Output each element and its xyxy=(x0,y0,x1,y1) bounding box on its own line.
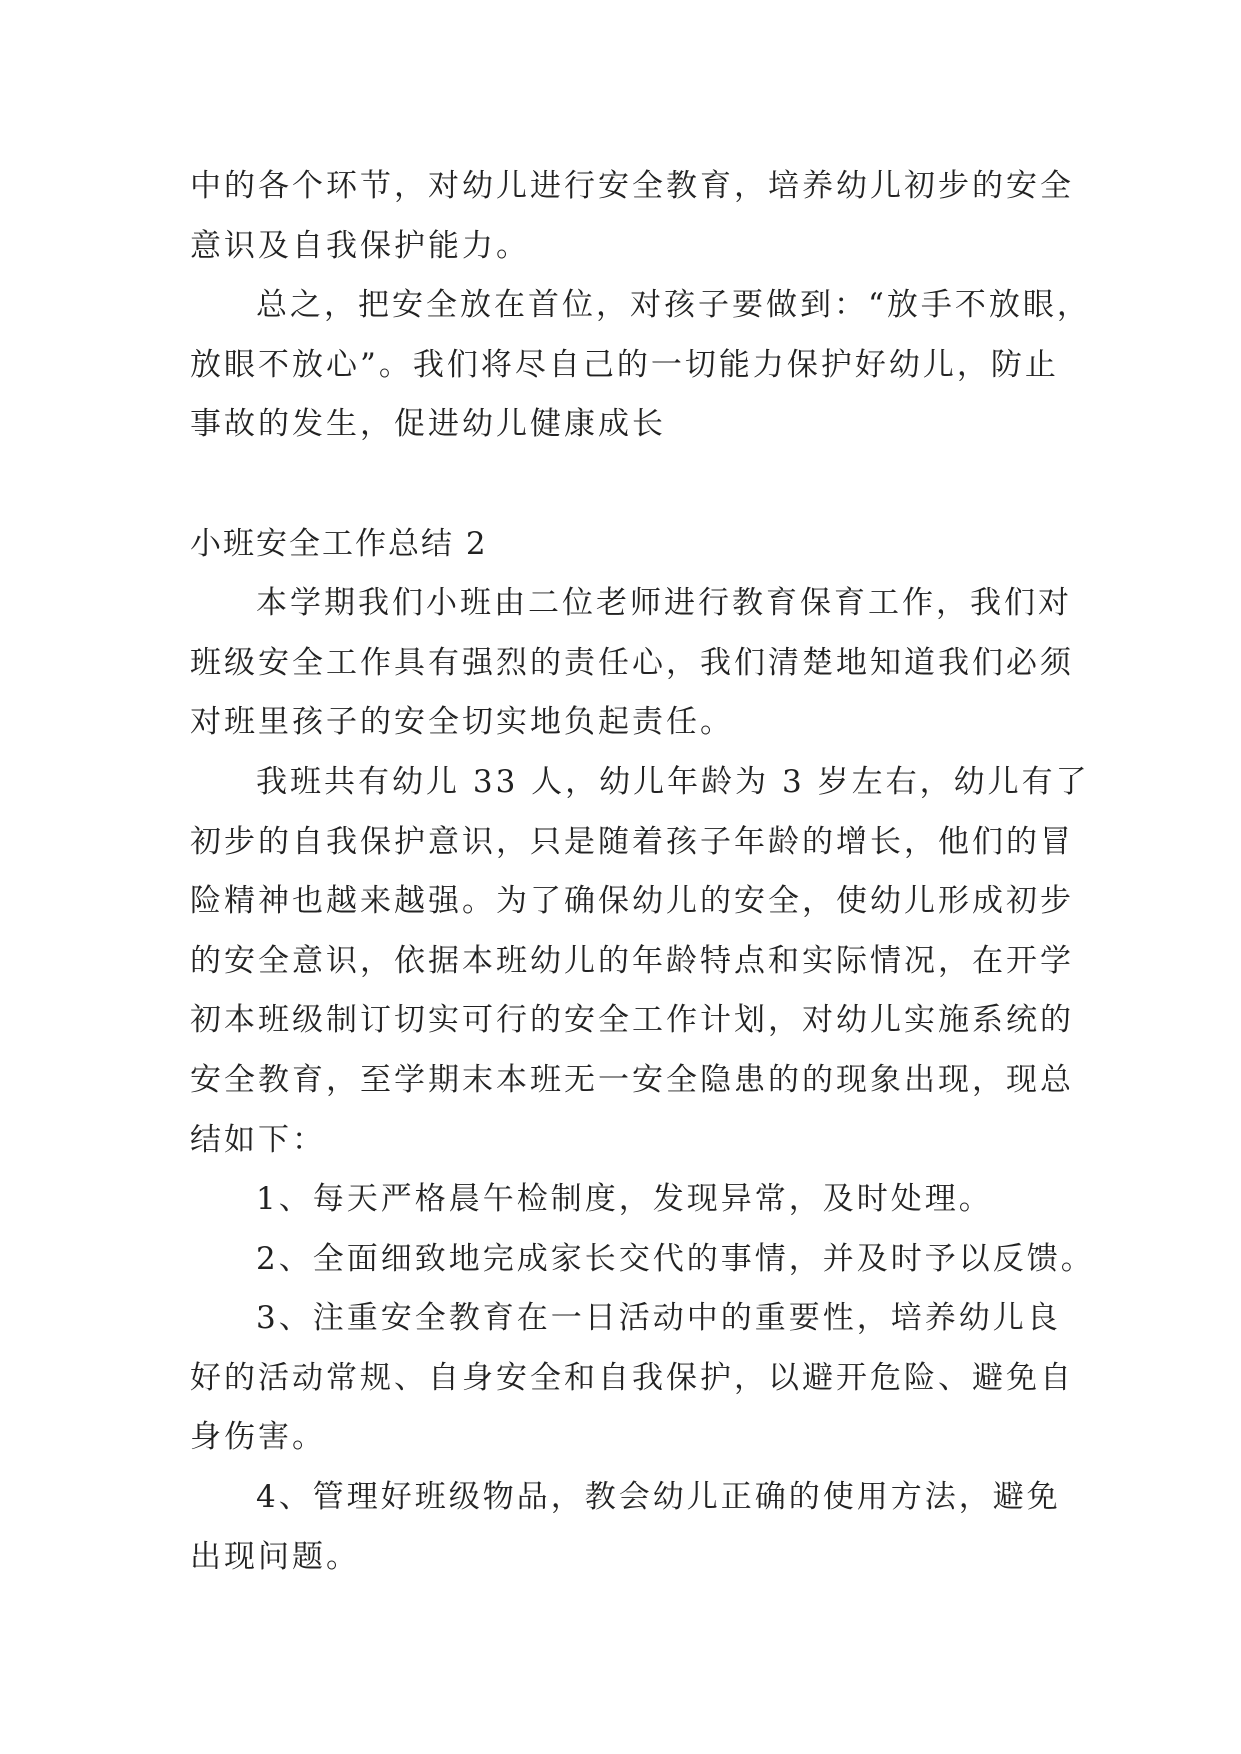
continuation-paragraph xyxy=(190,157,1074,276)
paragraph-line: 1、每天严格晨午检制度，发现异常，及时处理。 xyxy=(256,1181,993,1218)
list-item-4 xyxy=(190,1468,1060,1587)
paragraph-line: 对班里孩子的安全切实地负起责任。 xyxy=(190,704,734,741)
paragraph-line: 结如下： xyxy=(190,1121,326,1158)
paragraph-line: 3、注重安全教育在一日活动中的重要性，培养幼儿良 xyxy=(256,1300,1061,1337)
paragraph-line: 我班共有幼儿 33 人，幼儿年龄为 3 岁左右，幼儿有了 xyxy=(256,763,1090,800)
section-spacer xyxy=(190,455,1060,515)
list-item-2 xyxy=(190,1230,1095,1290)
paragraph-line: 班级安全工作具有强烈的责任心，我们清楚地知道我们必须 xyxy=(190,644,1074,681)
intro-paragraph xyxy=(190,574,1074,753)
paragraph-line: 的安全意识，依据本班幼儿的年龄特点和实际情况，在开学 xyxy=(190,942,1074,979)
document-body xyxy=(190,157,1095,1587)
paragraph-line: 安全教育，至学期末本班无一安全隐患的的现象出现，现总 xyxy=(190,1061,1074,1098)
paragraph-line: 放眼不放心”。我们将尽自己的一切能力保护好幼儿，防止 xyxy=(190,346,1059,383)
paragraph-line: 出现问题。 xyxy=(190,1538,360,1575)
section-title: 小班安全工作总结 2 xyxy=(190,525,488,562)
list-item-1 xyxy=(190,1170,1060,1230)
class-overview-paragraph xyxy=(190,753,1090,1170)
paragraph-line: 4、管理好班级物品，教会幼儿正确的使用方法，避免 xyxy=(256,1479,1061,1516)
paragraph-line: 中的各个环节，对幼儿进行安全教育，培养幼儿初步的安全 xyxy=(190,168,1074,204)
paragraph-line: 本学期我们小班由二位老师进行教育保育工作，我们对 xyxy=(256,585,1072,622)
paragraph-line: 身伤害。 xyxy=(190,1419,326,1456)
paragraph-line: 初步的自我保护意识，只是随着孩子年龄的增长，他们的冒 xyxy=(190,823,1074,860)
paragraph-line: 事故的发生，促进幼儿健康成长 xyxy=(190,406,666,443)
list-item-3 xyxy=(190,1289,1074,1468)
paragraph-line: 好的活动常规、自身安全和自我保护，以避开危险、避免自 xyxy=(190,1359,1074,1396)
paragraph-line: 险精神也越来越强。为了确保幼儿的安全，使幼儿形成初步 xyxy=(190,883,1074,920)
paragraph-line: 意识及自我保护能力。 xyxy=(190,227,530,264)
paragraph-line: 2、全面细致地完成家长交代的事情，并及时予以反馈。 xyxy=(256,1240,1095,1277)
paragraph-line: 总之，把安全放在首位，对孩子要做到：“放手不放眼， xyxy=(256,287,1091,324)
paragraph-line: 初本班级制订切实可行的安全工作计划，对幼儿实施系统的 xyxy=(190,1002,1074,1039)
conclusion-paragraph xyxy=(190,276,1091,455)
